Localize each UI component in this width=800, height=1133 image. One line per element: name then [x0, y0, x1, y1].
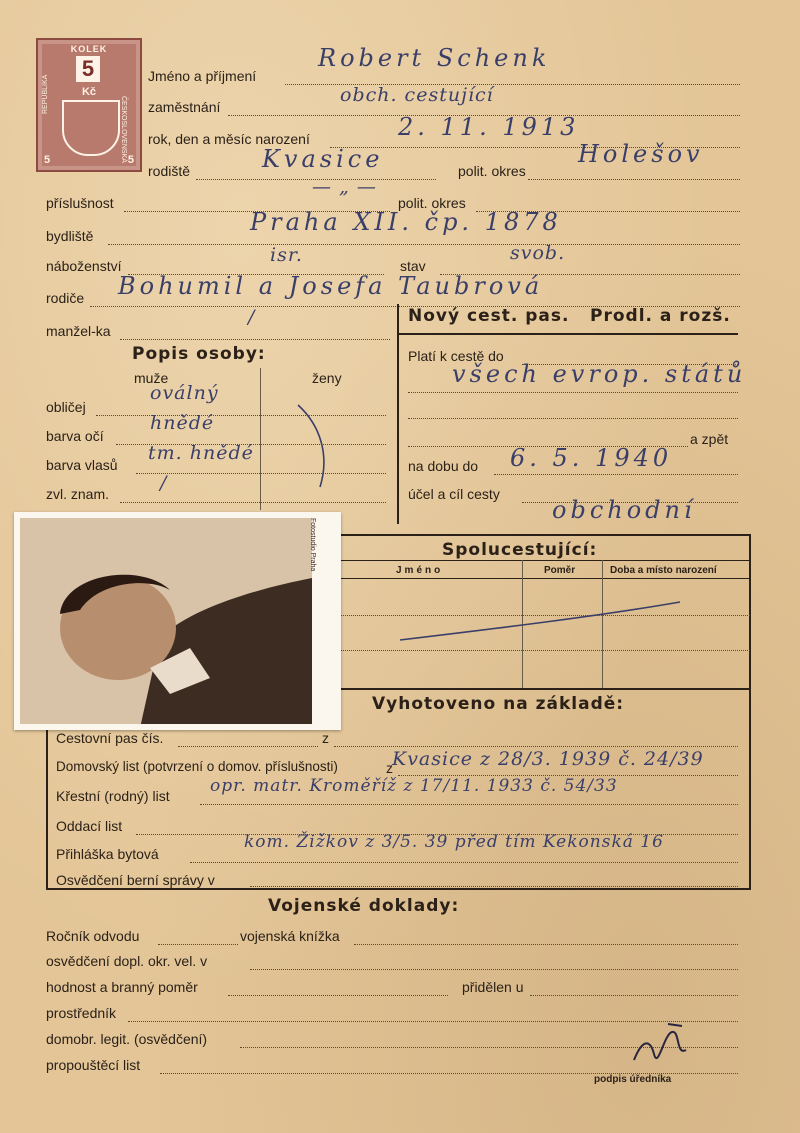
companions-col-birth: Doba a místo narození — [610, 565, 717, 576]
occupation-value: obch. cestující — [340, 84, 494, 106]
book-label: vojenská knížka — [240, 928, 340, 944]
women-label: ženy — [312, 370, 342, 386]
registration-line — [190, 862, 738, 863]
eyes-label: barva očí — [46, 428, 104, 444]
status-value: svob. — [510, 242, 566, 264]
companions-strikethrough-mark — [380, 588, 700, 648]
valid-label: Platí k cestě do — [408, 348, 504, 364]
agency-label: prostředník — [46, 1005, 117, 1021]
lion-emblem-icon — [62, 100, 120, 156]
description-title: Popis osoby: — [132, 344, 266, 364]
name-value: Robert Schenk — [318, 44, 551, 72]
official-signature — [628, 1020, 698, 1080]
registration-label: Přihláška bytová — [56, 846, 159, 862]
companions-row-2 — [340, 650, 750, 651]
birthplace-label: rodiště — [148, 163, 191, 179]
companions-col-name: Jméno — [396, 565, 444, 576]
passport-no-label: Cestovní pas čís. — [56, 730, 164, 746]
spouse-line — [120, 339, 390, 340]
parents-value: Bohumil a Josefa Taubrová — [118, 272, 544, 300]
rank-line — [228, 995, 448, 996]
companions-subheader-rule — [340, 560, 750, 561]
revenue-stamp — [36, 38, 142, 172]
cert-line — [250, 969, 738, 970]
period-label: na dobu do — [408, 458, 479, 474]
birthplace-value: Kvasice — [262, 145, 384, 173]
passport-header-rule — [398, 333, 738, 335]
issued-bottom-border — [46, 888, 750, 890]
valid-line-2 — [408, 392, 738, 393]
religion-label: náboženství — [46, 258, 122, 274]
new-passport-label: Nový cest. pas. — [408, 306, 570, 326]
women-strikethrough-mark — [290, 395, 350, 495]
stamp-label: KOLEK — [70, 44, 108, 54]
homelist-value: Kvasice z 28/3. 1939 č. 24/39 — [392, 748, 704, 770]
homelist-z-label: z — [386, 760, 393, 776]
purpose-label: účel a cíl cesty — [408, 486, 500, 502]
stamp-side-right: ČESKOSLOVENSKÁ — [120, 96, 128, 163]
stamp-value: 5 — [76, 56, 100, 82]
tax-line — [250, 886, 738, 887]
passport-z-line — [334, 746, 738, 747]
extend-label: Prodl. a rozš. — [590, 306, 731, 326]
purpose-value: obchodní — [552, 496, 696, 524]
companions-right-border — [749, 534, 751, 890]
eyes-value: hnědé — [150, 412, 215, 434]
face-value: oválný — [150, 382, 219, 404]
stamp-currency: Kč — [81, 86, 97, 98]
release-label: propouštěcí list — [46, 1057, 141, 1073]
religion-value: isr. — [270, 244, 303, 266]
status-label: stav — [400, 258, 426, 274]
companions-top-border — [340, 534, 750, 536]
companions-header-rule — [340, 578, 750, 579]
polit-okres-line — [528, 179, 740, 180]
book-line — [354, 944, 738, 945]
portrait-photo — [14, 512, 341, 730]
tax-label: Osvědčení berní správy v — [56, 872, 215, 888]
rank-label: hodnost a branný poměr — [46, 979, 198, 995]
birthdate-value: 2. 11. 1913 — [398, 113, 580, 141]
marks-line — [120, 502, 386, 503]
year-line — [158, 944, 238, 945]
residence-line — [108, 244, 740, 245]
baptism-value: opr. matr. Kroměříž z 17/11. 1933 č. 54/33 — [210, 776, 618, 796]
polit-okres2-label: polit. okres — [398, 195, 466, 211]
assigned-line — [530, 995, 738, 996]
parents-label: rodiče — [46, 290, 85, 306]
legion-label: domobr. legit. (osvědčení) — [46, 1031, 208, 1047]
year-label: Ročník odvodu — [46, 928, 140, 944]
stamp-side-left: REPUBLIKA — [42, 74, 49, 114]
men-label: muže — [134, 370, 169, 386]
baptism-line — [200, 804, 738, 805]
companions-title: Spolucestující: — [442, 540, 598, 560]
hair-value: tm. hnědé — [148, 442, 254, 464]
spouse-value: / — [248, 306, 256, 328]
residence-label: bydliště — [46, 228, 94, 244]
return-label: a zpět — [690, 431, 729, 447]
valid-line-3 — [408, 418, 738, 419]
cert-label: osvědčení dopl. okr. vel. v — [46, 953, 208, 969]
marriage-label: Oddací list — [56, 818, 123, 834]
polit-okres-value: Holešov — [578, 140, 704, 168]
baptism-label: Křestní (rodný) list — [56, 788, 170, 804]
marks-label: zvl. znam. — [46, 486, 110, 502]
hair-label: barva vlasů — [46, 457, 118, 473]
military-title: Vojenské doklady: — [268, 896, 460, 916]
polit-okres-label: polit. okres — [458, 163, 526, 179]
stamp-corner-right: 5 — [127, 154, 134, 166]
description-divider — [260, 368, 261, 510]
assigned-label: přidělen u — [462, 979, 524, 995]
occupation-label: zaměstnání — [148, 99, 221, 115]
passport-z-label: z — [322, 730, 329, 746]
photo-studio-mark: Fotostudio Praha — [309, 518, 316, 572]
passport-box-left-border — [397, 304, 399, 524]
issued-title: Vyhotoveno na základě: — [372, 694, 625, 714]
valid-value: všech evrop. států — [452, 360, 747, 388]
registration-value: kom. Žižkov z 3/5. 39 před tím Kekonská 16 — [244, 832, 664, 852]
face-label: obličej — [46, 399, 86, 415]
stamp-corner-left: 5 — [44, 154, 51, 166]
nationality-label: příslušnost — [46, 195, 114, 211]
marks-value: / — [160, 472, 168, 494]
period-line — [494, 474, 738, 475]
companions-col-relation: Poměr — [544, 565, 576, 576]
name-label: Jméno a příjmení — [148, 68, 257, 84]
birthdate-label: rok, den a měsíc narození — [148, 131, 310, 147]
residence-value: Praha XII. čp. 1878 — [250, 208, 562, 236]
period-value: 6. 5. 1940 — [510, 444, 673, 472]
nationality-value: — „ — — [312, 176, 377, 198]
portrait-image — [20, 518, 312, 724]
spouse-label: manžel-ka — [46, 323, 111, 339]
signature-label: podpis úředníka — [594, 1074, 672, 1085]
homelist-label: Domovský list (potvrzení o domov. příslušnosti) — [56, 759, 338, 774]
passport-no-line — [178, 746, 318, 747]
